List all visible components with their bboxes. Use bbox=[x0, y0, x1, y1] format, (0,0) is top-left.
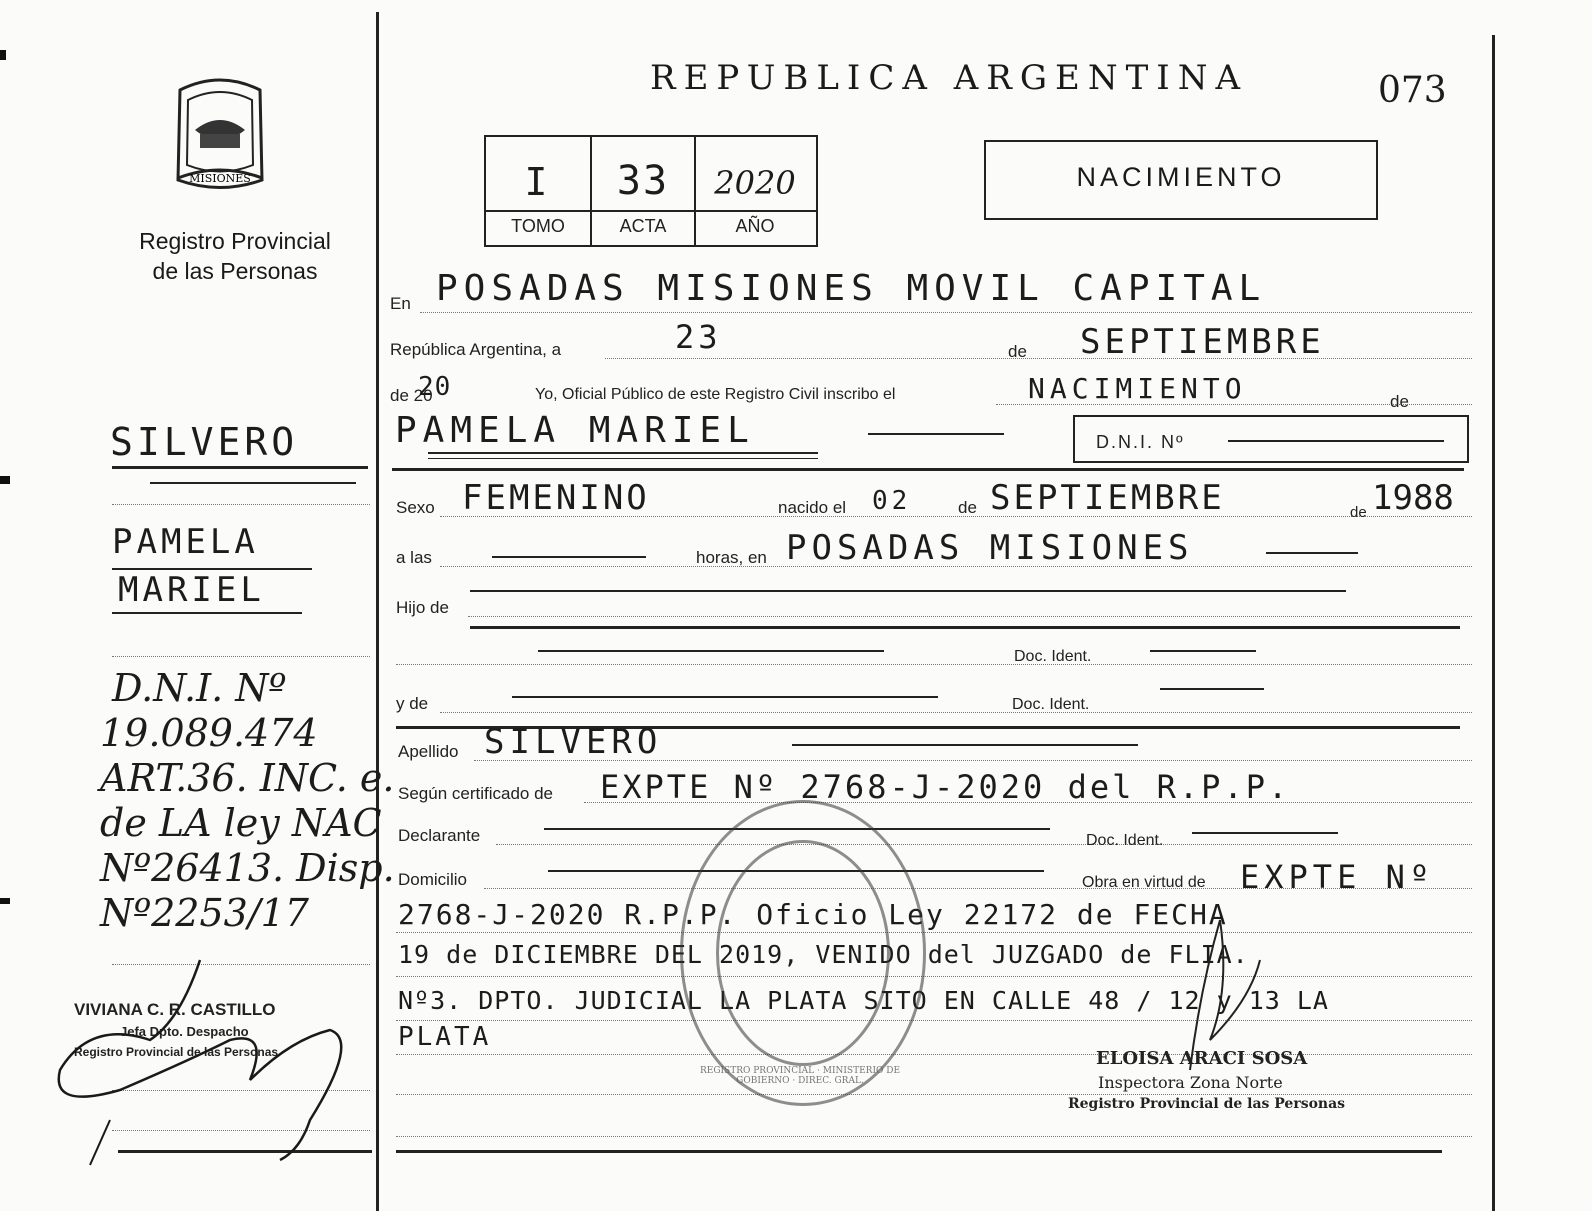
ano-value: 2020 bbox=[714, 164, 796, 202]
margin-note bbox=[100, 666, 395, 936]
year-prefix: de 20 bbox=[390, 386, 433, 405]
margin-name-2: MARIEL bbox=[118, 570, 265, 610]
notes-line-3 bbox=[396, 1020, 1472, 1021]
margin-note-line4: de LA ley NAC bbox=[100, 801, 382, 845]
notes-line-1 bbox=[396, 932, 1472, 933]
margin-note-line6: Nº2253/17 bbox=[100, 891, 309, 935]
de-label-4: de bbox=[1350, 504, 1367, 521]
signer-org: Registro Provincial de las Personas bbox=[74, 1045, 279, 1059]
sexo-value: FEMENINO bbox=[462, 478, 650, 518]
person-name-underline-1 bbox=[428, 452, 818, 454]
margin-surname-underline-2 bbox=[150, 482, 356, 484]
segun-value: EXPTE Nº 2768-J-2020 del R.P.P. bbox=[600, 768, 1291, 806]
inspector-signature-icon bbox=[1160, 900, 1280, 1080]
apellido-value: SILVERO bbox=[484, 722, 663, 762]
birth-day-value: 02 bbox=[872, 486, 912, 516]
notes-line-2 bbox=[396, 976, 1472, 977]
de-label-2: de bbox=[1390, 392, 1409, 411]
republic-line bbox=[605, 358, 1472, 359]
notes-text-3: Nº3. DPTO. JUDICIAL LA PLATA SITO EN CALLE 48 / 12 y 13 LA bbox=[398, 986, 1329, 1015]
margin-name-1: PAMELA bbox=[112, 522, 259, 562]
scan-mark-2 bbox=[0, 476, 10, 484]
margin-surname: SILVERO bbox=[110, 420, 299, 464]
tomo-value: I bbox=[524, 160, 552, 204]
doc-ident-dash-2 bbox=[1160, 688, 1264, 690]
tomo-label: TOMO bbox=[511, 216, 565, 236]
margin-note-line5: Nº26413. Disp. bbox=[100, 846, 395, 890]
doc-ident-dash-1b bbox=[1150, 650, 1256, 652]
hijo-label: Hijo de bbox=[396, 598, 449, 617]
de-label: de bbox=[1008, 342, 1027, 361]
horas-label: horas, en bbox=[696, 548, 767, 567]
registry-name-line1: Registro Provincial bbox=[139, 228, 331, 254]
dni-label: D.N.I. Nº bbox=[1096, 432, 1185, 452]
hijo-line bbox=[468, 616, 1472, 617]
segun-label: Según certificado de bbox=[398, 784, 553, 803]
margin-line-2 bbox=[112, 656, 370, 657]
province-seal-icon bbox=[160, 70, 280, 200]
official-stamp-inner bbox=[716, 840, 890, 1066]
en-line bbox=[420, 312, 1472, 313]
year-suffix: 20 bbox=[418, 372, 452, 402]
yde-dash bbox=[512, 696, 938, 698]
de-label-3: de bbox=[958, 498, 977, 517]
inspector-org: Registro Provincial de las Personas bbox=[1068, 1096, 1346, 1112]
alas-dash bbox=[492, 556, 646, 558]
margin-note-line1: D.N.I. Nº bbox=[112, 666, 287, 710]
section-divider-bottom bbox=[396, 1150, 1442, 1153]
hijo-dash bbox=[470, 590, 1346, 592]
obra-label: Obra en virtud de bbox=[1082, 874, 1206, 891]
doc-ident-dash-3 bbox=[1192, 832, 1338, 834]
seal-text: MISIONES bbox=[189, 172, 251, 185]
signer-title: Jefa Dpto. Despacho bbox=[120, 1024, 249, 1039]
month-value: SEPTIEMBRE bbox=[1080, 322, 1325, 362]
scan-mark-3 bbox=[0, 898, 10, 904]
person-name-underline-2 bbox=[428, 458, 818, 459]
acta-label: ACTA bbox=[619, 216, 667, 236]
apellido-dash bbox=[792, 744, 1138, 746]
acta-value: 33 bbox=[616, 158, 670, 204]
margin-line-1 bbox=[112, 504, 370, 505]
person-name-dash bbox=[868, 433, 1004, 435]
notes-line-6 bbox=[396, 1136, 1472, 1137]
page-right-edge bbox=[1492, 35, 1495, 1211]
doc-ident-label-3: Doc. Ident. bbox=[1086, 832, 1164, 849]
country-title: REPUBLICA ARGENTINA bbox=[650, 58, 1249, 98]
signer-name: VIVIANA C. R. CASTILLO bbox=[74, 1000, 276, 1019]
en-label: En bbox=[390, 294, 411, 313]
scan-mark-1 bbox=[0, 50, 6, 60]
section-divider-2 bbox=[470, 626, 1460, 629]
notes-text-1: 2768-J-2020 R.P.P. Oficio Ley 22172 de FECHA bbox=[398, 898, 1228, 931]
nacido-label: nacido el bbox=[778, 498, 847, 517]
obra-value: EXPTE Nº bbox=[1240, 858, 1435, 896]
notes-text-4: PLATA bbox=[398, 1022, 492, 1052]
registry-name-line2: de las Personas bbox=[152, 258, 318, 284]
act-type-label: NACIMIENTO bbox=[1076, 162, 1286, 192]
sexo-label: Sexo bbox=[396, 498, 435, 517]
birth-month-value: SEPTIEMBRE bbox=[990, 478, 1225, 518]
ano-label: AÑO bbox=[735, 216, 775, 236]
republic-label: República Argentina, a bbox=[390, 340, 562, 359]
doc-ident-label-2: Doc. Ident. bbox=[1012, 696, 1090, 713]
margin-surname-underline-1 bbox=[112, 466, 368, 469]
notes-text-2: 19 de DICIEMBRE DEL 2019, VENIDO del JUZGADO de FLIA. bbox=[398, 940, 1249, 969]
declarante-line bbox=[496, 844, 1472, 845]
section-divider-1 bbox=[392, 468, 1464, 471]
apellido-label: Apellido bbox=[398, 742, 459, 761]
registry-name bbox=[110, 226, 360, 286]
birth-place-value: POSADAS MISIONES bbox=[786, 528, 1194, 568]
place-value: POSADAS MISIONES MOVIL CAPITAL bbox=[436, 268, 1267, 309]
domicilio-label: Domicilio bbox=[398, 870, 467, 889]
stamp-text: REGISTRO PROVINCIAL · MINISTERIO DE GOBIERNO · DIREC. GRAL. bbox=[699, 1066, 901, 1086]
page-number: 073 bbox=[1378, 70, 1447, 111]
alas-label: a las bbox=[396, 548, 432, 567]
yde-label: y de bbox=[396, 694, 429, 713]
day-value: 23 bbox=[675, 318, 722, 356]
birth-year-value: 1988 bbox=[1372, 478, 1454, 518]
signer-signature-icon bbox=[30, 940, 370, 1170]
margin-name-2-underline bbox=[112, 612, 302, 614]
birth-place-dash bbox=[1266, 552, 1358, 554]
margin-note-line2: 19.089.474 bbox=[100, 711, 318, 755]
doc-ident-label-1: Doc. Ident. bbox=[1014, 648, 1092, 665]
doc-ident-dash-1a bbox=[538, 650, 884, 652]
record-box-inner-rule bbox=[484, 210, 816, 212]
person-name-value: PAMELA MARIEL bbox=[395, 410, 755, 451]
inscription-type: NACIMIENTO bbox=[1028, 372, 1247, 405]
doc-ident-line-1 bbox=[396, 664, 1472, 665]
inspector-name: ELOISA ARACI SOSA bbox=[1096, 1048, 1308, 1069]
yde-line bbox=[440, 712, 1472, 713]
inscription-text: Yo, Oficial Público de este Registro Civil inscribo el bbox=[535, 386, 896, 403]
inspector-title: Inspectora Zona Norte bbox=[1098, 1073, 1283, 1092]
margin-note-line3: ART.36. INC. e. bbox=[100, 756, 395, 800]
declarante-label: Declarante bbox=[398, 826, 481, 845]
margin-divider bbox=[376, 12, 379, 1211]
dni-dash bbox=[1228, 440, 1444, 442]
